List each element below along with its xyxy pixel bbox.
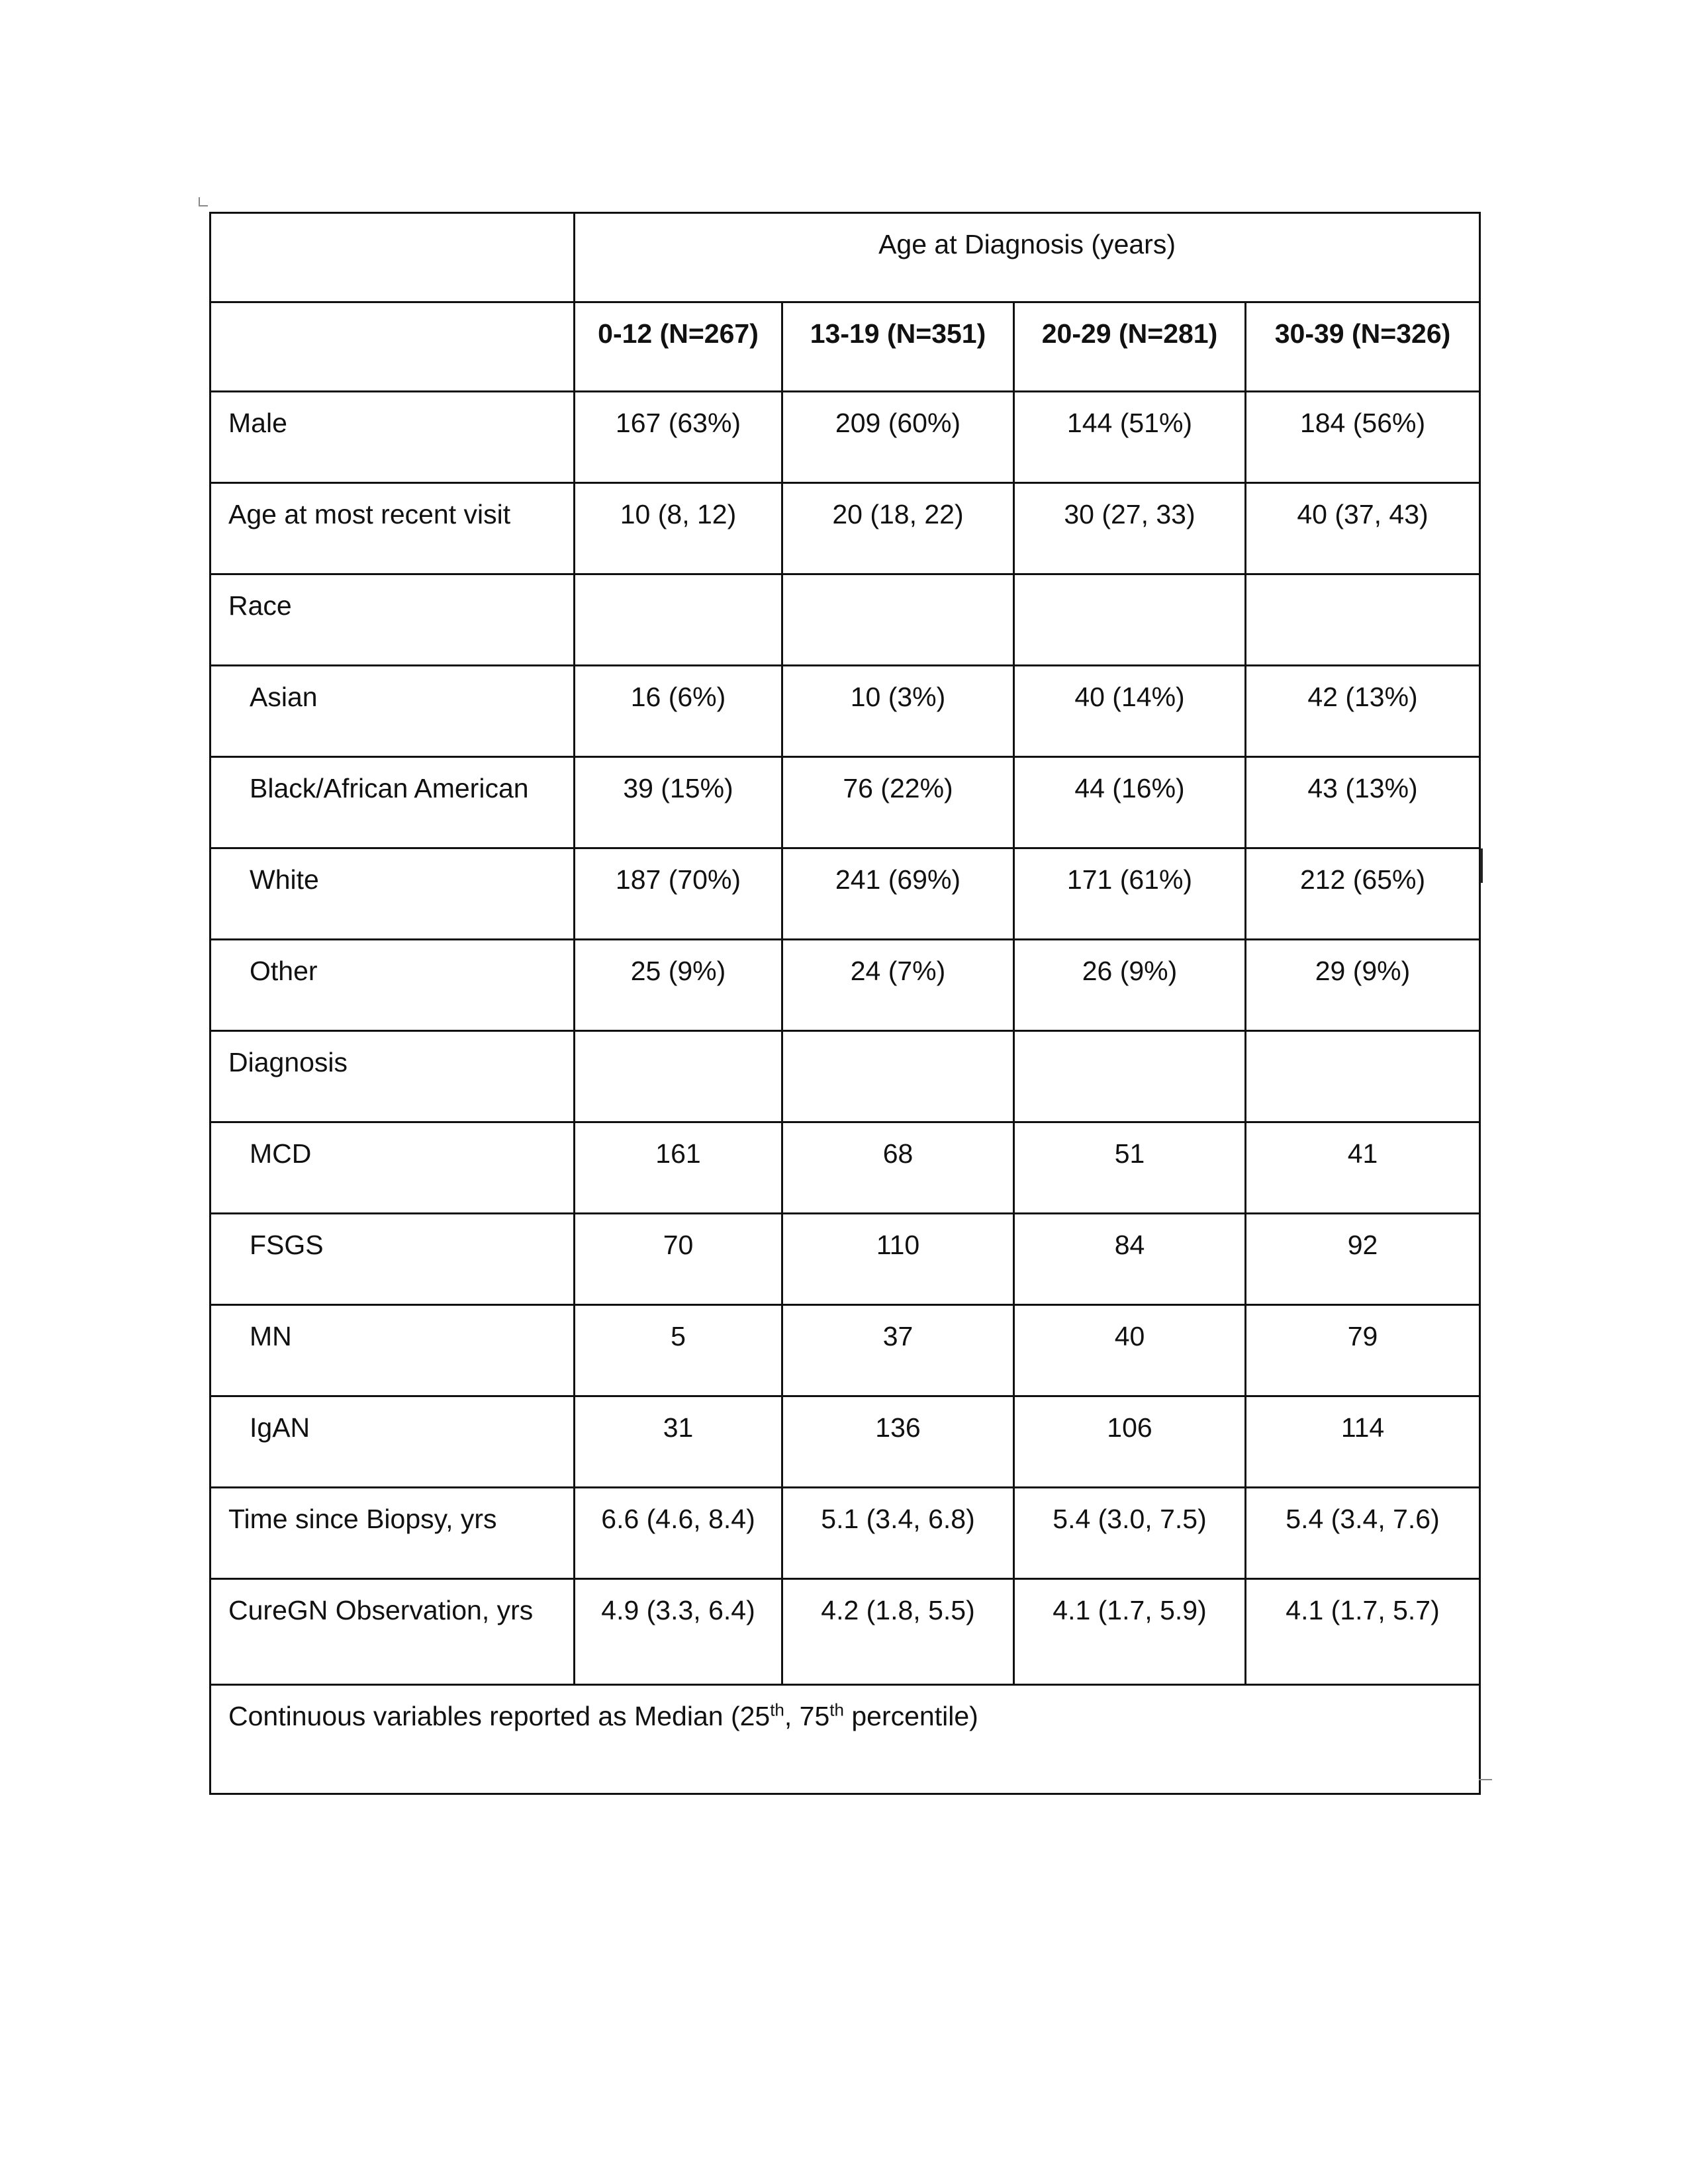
column-header-empty-cell <box>211 302 575 392</box>
text-cursor-mark <box>1480 848 1483 883</box>
table-cell: 241 (69%) <box>782 848 1014 940</box>
table-cell: 5 <box>575 1305 782 1396</box>
table-cell: 30 (27, 33) <box>1014 483 1246 574</box>
table-cell: 184 (56%) <box>1246 392 1480 483</box>
table-cell: 40 (37, 43) <box>1246 483 1480 574</box>
column-header: 20-29 (N=281) <box>1014 302 1246 392</box>
table-row <box>211 574 1480 666</box>
table-cell: 29 (9%) <box>1246 940 1480 1031</box>
table-cell: 84 <box>1014 1214 1246 1305</box>
spanning-header: Age at Diagnosis (years) <box>575 213 1480 302</box>
footnote-suffix: percentile) <box>843 1701 978 1731</box>
demographics-table-container <box>209 212 1479 1795</box>
table-row <box>211 940 1480 1031</box>
footnote-prefix: Continuous variables reported as Median (25 <box>228 1701 771 1731</box>
table-cell <box>1014 1031 1246 1122</box>
table-cell: 25 (9%) <box>575 940 782 1031</box>
table-row <box>211 1488 1480 1579</box>
row-label: Time since Biopsy, yrs <box>211 1488 575 1579</box>
table-cell <box>782 574 1014 666</box>
table-cell: 4.9 (3.3, 6.4) <box>575 1579 782 1685</box>
footnote <box>211 1685 1480 1794</box>
column-header: 0-12 (N=267) <box>575 302 782 392</box>
row-label: MN <box>211 1305 575 1396</box>
table-cell: 41 <box>1246 1122 1480 1214</box>
table-cell: 209 (60%) <box>782 392 1014 483</box>
table-cell: 42 (13%) <box>1246 666 1480 757</box>
table-row <box>211 1122 1480 1214</box>
table-cell <box>575 574 782 666</box>
row-label: Race <box>211 574 575 666</box>
table-cell <box>782 1031 1014 1122</box>
row-label: IgAN <box>211 1396 575 1488</box>
footnote-row <box>211 1685 1480 1794</box>
table-cell <box>1246 1031 1480 1122</box>
table-cell: 6.6 (4.6, 8.4) <box>575 1488 782 1579</box>
table-cell: 171 (61%) <box>1014 848 1246 940</box>
table-cell: 37 <box>782 1305 1014 1396</box>
row-label: Black/African American <box>211 757 575 848</box>
table-end-mark <box>1479 1779 1492 1780</box>
table-row <box>211 757 1480 848</box>
table-cell: 92 <box>1246 1214 1480 1305</box>
table-cell: 106 <box>1014 1396 1246 1488</box>
row-label: Asian <box>211 666 575 757</box>
row-label: Other <box>211 940 575 1031</box>
table-cell: 20 (18, 22) <box>782 483 1014 574</box>
table-cell: 43 (13%) <box>1246 757 1480 848</box>
row-label: Diagnosis <box>211 1031 575 1122</box>
row-label: Male <box>211 392 575 483</box>
table-cell: 39 (15%) <box>575 757 782 848</box>
table-cell <box>1246 574 1480 666</box>
table-row <box>211 666 1480 757</box>
table-cell: 5.4 (3.0, 7.5) <box>1014 1488 1246 1579</box>
table-cell: 44 (16%) <box>1014 757 1246 848</box>
table-row <box>211 1396 1480 1488</box>
table-cell: 26 (9%) <box>1014 940 1246 1031</box>
table-cell: 68 <box>782 1122 1014 1214</box>
table-cell: 70 <box>575 1214 782 1305</box>
table-cell: 40 <box>1014 1305 1246 1396</box>
table-anchor-mark <box>199 197 208 206</box>
footnote-sup-2: th <box>829 1700 844 1720</box>
row-label: White <box>211 848 575 940</box>
table-cell: 4.1 (1.7, 5.9) <box>1014 1579 1246 1685</box>
table-cell: 212 (65%) <box>1246 848 1480 940</box>
table-cell: 5.4 (3.4, 7.6) <box>1246 1488 1480 1579</box>
table-cell: 167 (63%) <box>575 392 782 483</box>
table-row <box>211 1305 1480 1396</box>
row-label: Age at most recent visit <box>211 483 575 574</box>
header-empty-cell <box>211 213 575 302</box>
table-row <box>211 392 1480 483</box>
demographics-table <box>209 212 1481 1795</box>
table-cell: 187 (70%) <box>575 848 782 940</box>
row-label: FSGS <box>211 1214 575 1305</box>
table-cell: 31 <box>575 1396 782 1488</box>
table-cell: 40 (14%) <box>1014 666 1246 757</box>
table-row <box>211 1579 1480 1685</box>
row-label: CureGN Observation, yrs <box>211 1579 575 1685</box>
spanning-header-row <box>211 213 1480 302</box>
table-cell: 161 <box>575 1122 782 1214</box>
table-row <box>211 1214 1480 1305</box>
table-cell <box>575 1031 782 1122</box>
table-cell: 110 <box>782 1214 1014 1305</box>
table-cell: 4.2 (1.8, 5.5) <box>782 1579 1014 1685</box>
table-cell: 16 (6%) <box>575 666 782 757</box>
table-row <box>211 1031 1480 1122</box>
table-cell <box>1014 574 1246 666</box>
table-cell: 144 (51%) <box>1014 392 1246 483</box>
footnote-middle: , 75 <box>784 1701 830 1731</box>
table-row <box>211 848 1480 940</box>
table-cell: 5.1 (3.4, 6.8) <box>782 1488 1014 1579</box>
column-header-row <box>211 302 1480 392</box>
table-cell: 76 (22%) <box>782 757 1014 848</box>
table-cell: 10 (3%) <box>782 666 1014 757</box>
table-cell: 79 <box>1246 1305 1480 1396</box>
footnote-sup-1: th <box>770 1700 784 1720</box>
column-header: 30-39 (N=326) <box>1246 302 1480 392</box>
table-cell: 24 (7%) <box>782 940 1014 1031</box>
table-cell: 4.1 (1.7, 5.7) <box>1246 1579 1480 1685</box>
table-cell: 114 <box>1246 1396 1480 1488</box>
row-label: MCD <box>211 1122 575 1214</box>
table-cell: 136 <box>782 1396 1014 1488</box>
table-cell: 51 <box>1014 1122 1246 1214</box>
table-cell: 10 (8, 12) <box>575 483 782 574</box>
column-header: 13-19 (N=351) <box>782 302 1014 392</box>
table-row <box>211 483 1480 574</box>
